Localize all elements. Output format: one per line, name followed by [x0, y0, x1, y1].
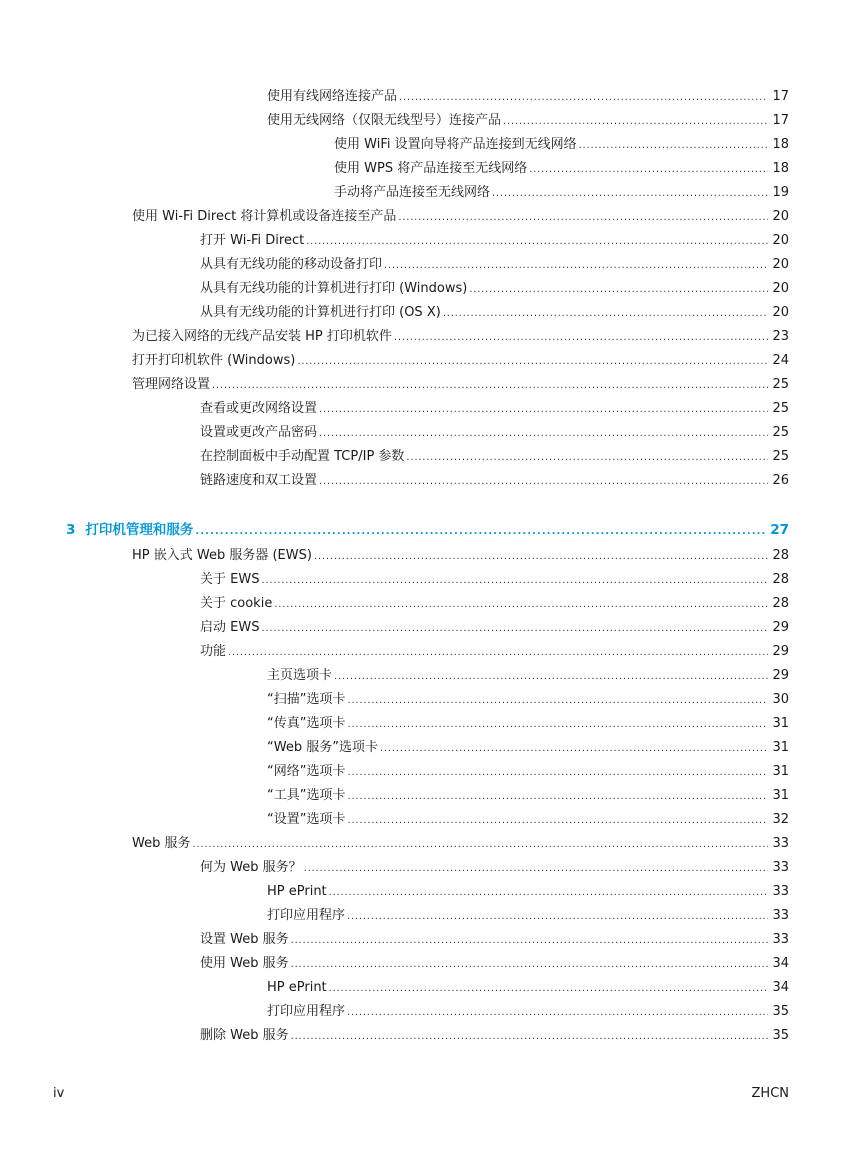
dot-leader	[503, 112, 768, 132]
dot-leader	[228, 643, 768, 663]
toc-entry-page: 33	[772, 836, 789, 851]
toc-entry-title: 主页选项卡	[267, 668, 333, 683]
dot-leader	[384, 256, 768, 276]
toc-entry-title: 从具有无线功能的移动设备打印	[200, 257, 383, 272]
dot-leader	[406, 448, 768, 468]
toc-entry[interactable]	[200, 1026, 789, 1046]
toc-entry-page: 31	[772, 716, 789, 731]
toc-entry-title: HP ePrint	[267, 884, 327, 899]
toc-entry-page: 23	[772, 329, 789, 344]
dot-leader	[469, 280, 768, 300]
dot-leader	[492, 184, 768, 204]
toc-entry-title: 使用 WiFi 设置向导将产品连接到无线网络	[334, 137, 577, 152]
toc-entry-page: 31	[772, 788, 789, 803]
toc-entry[interactable]	[334, 183, 789, 203]
toc-entry-title: 使用 Wi-Fi Direct 将计算机或设备连接至产品	[132, 209, 397, 224]
toc-entry[interactable]	[132, 834, 789, 854]
toc-entry[interactable]	[334, 135, 789, 155]
dot-leader	[347, 715, 768, 735]
toc-entry-title: 打开打印机软件 (Windows)	[132, 353, 296, 368]
toc-entry-page: 34	[772, 980, 789, 995]
toc-entry[interactable]	[132, 327, 789, 347]
toc-entry-page: 28	[772, 572, 789, 587]
toc-entry-page: 27	[770, 522, 789, 538]
dot-leader	[261, 571, 768, 591]
dot-leader	[347, 763, 768, 783]
dot-leader	[306, 232, 768, 252]
toc-entry[interactable]	[200, 618, 789, 638]
footer-locale-code: ZHCN	[751, 1086, 789, 1101]
toc-entry-page: 28	[772, 596, 789, 611]
toc-entry-title: 何为 Web 服务？	[200, 860, 302, 875]
toc-entry[interactable]	[200, 279, 789, 299]
toc-entry[interactable]	[267, 762, 789, 782]
dot-leader	[192, 835, 768, 855]
toc-entry[interactable]	[200, 642, 789, 662]
toc-entry-page: 25	[772, 449, 789, 464]
toc-entry[interactable]	[200, 447, 789, 467]
toc-entry-page: 34	[772, 956, 789, 971]
toc-entry-title: 功能	[200, 644, 227, 659]
toc-entry-page: 26	[772, 473, 789, 488]
toc-entry[interactable]	[200, 570, 789, 590]
toc-entry-title: HP ePrint	[267, 980, 327, 995]
dot-leader	[329, 979, 769, 999]
toc-entry-title: 设置 Web 服务	[200, 932, 289, 947]
toc-entry-title: 在控制面板中手动配置 TCP/IP 参数	[200, 449, 405, 464]
toc-entry[interactable]	[200, 255, 789, 275]
toc-entry-page: 30	[772, 692, 789, 707]
toc-entry[interactable]	[267, 666, 789, 686]
dot-leader	[529, 160, 768, 180]
toc-entry-page: 33	[772, 860, 789, 875]
toc-entry-page: 18	[772, 161, 789, 176]
dot-leader	[314, 547, 769, 567]
toc-entry[interactable]	[200, 930, 789, 950]
toc-entry[interactable]	[200, 423, 789, 443]
toc-entry[interactable]	[267, 690, 789, 710]
toc-entry-page: 31	[772, 740, 789, 755]
dot-leader	[347, 787, 768, 807]
dot-leader	[291, 1027, 769, 1047]
toc-entry-title: 从具有无线功能的计算机进行打印 (OS X)	[200, 305, 441, 320]
dot-leader	[212, 376, 768, 396]
toc-entry[interactable]	[267, 906, 789, 926]
toc-entry[interactable]	[200, 594, 789, 614]
toc-entry-title: 关于 EWS	[200, 572, 260, 587]
toc-entry[interactable]	[200, 471, 789, 491]
toc-entry-page: 18	[772, 137, 789, 152]
toc-entry-title: 使用有线网络连接产品	[267, 89, 398, 104]
toc-entry-title: 打开 Wi-Fi Direct	[200, 233, 305, 248]
dot-leader	[443, 304, 769, 324]
toc-entry[interactable]	[132, 546, 789, 566]
toc-entry-title: Web 服务	[132, 836, 191, 851]
toc-entry[interactable]	[200, 231, 789, 251]
toc-entry-page: 20	[772, 233, 789, 248]
dot-leader	[297, 352, 768, 372]
dot-leader	[261, 619, 768, 639]
toc-entry-title: “Web 服务”选项卡	[267, 740, 378, 755]
dot-leader	[347, 691, 768, 711]
dot-leader	[291, 931, 769, 951]
toc-entry-page: 17	[772, 113, 789, 128]
toc-entry-title: 删除 Web 服务	[200, 1028, 289, 1043]
toc-entry[interactable]	[267, 1002, 789, 1022]
toc-entry-page: 20	[772, 305, 789, 320]
dot-leader	[274, 595, 768, 615]
toc-entry-page: 29	[772, 620, 789, 635]
toc-entry-title: 手动将产品连接至无线网络	[334, 185, 491, 200]
toc-entry[interactable]	[267, 786, 789, 806]
toc-entry-page: 25	[772, 425, 789, 440]
toc-entry-page: 29	[772, 668, 789, 683]
dot-leader	[347, 1003, 768, 1023]
toc-entry[interactable]	[200, 399, 789, 419]
toc-entry[interactable]	[132, 375, 789, 395]
toc-entry-title: 使用无线网络（仅限无线型号）连接产品	[267, 113, 502, 128]
dot-leader	[380, 739, 769, 759]
toc-entry-page: 25	[772, 377, 789, 392]
toc-entry-title: “扫描”选项卡	[267, 692, 346, 707]
dot-leader	[291, 955, 769, 975]
toc-entry-title: “网络”选项卡	[267, 764, 346, 779]
toc-entry-title: 从具有无线功能的计算机进行打印 (Windows)	[200, 281, 468, 296]
toc-entry[interactable]	[267, 810, 789, 830]
toc-chapter-entry[interactable]	[66, 520, 789, 540]
dot-leader	[195, 522, 766, 542]
toc-entry-title: “设置”选项卡	[267, 812, 346, 827]
toc-entry[interactable]	[267, 882, 789, 902]
toc-entry-page: 31	[772, 764, 789, 779]
dot-leader	[347, 811, 768, 831]
toc-entry[interactable]	[267, 978, 789, 998]
toc-entry-page: 33	[772, 908, 789, 923]
dot-leader	[394, 328, 769, 348]
toc-entry-title: 启动 EWS	[200, 620, 260, 635]
toc-entry-page: 24	[772, 353, 789, 368]
toc-entry[interactable]	[200, 858, 789, 878]
toc-entry[interactable]	[267, 738, 789, 758]
toc-entry-page: 20	[772, 209, 789, 224]
toc-entry-page: 32	[772, 812, 789, 827]
toc-entry-title: 打印机管理和服务	[85, 522, 194, 538]
dot-leader	[334, 667, 768, 687]
dot-leader	[319, 472, 768, 492]
dot-leader	[347, 907, 768, 927]
dot-leader	[398, 208, 768, 228]
toc-entry-title: 链路速度和双工设置	[200, 473, 318, 488]
toc-entry-page: 35	[772, 1028, 789, 1043]
dot-leader	[304, 859, 769, 879]
toc-entry-title: “传真”选项卡	[267, 716, 346, 731]
toc-entry[interactable]	[132, 351, 789, 371]
toc-entry[interactable]	[200, 303, 789, 323]
chapter-number: 3	[66, 522, 76, 538]
toc-entry-page: 19	[772, 185, 789, 200]
toc-entry-page: 35	[772, 1004, 789, 1019]
toc-entry-title: 设置或更改产品密码	[200, 425, 318, 440]
dot-leader	[319, 400, 768, 420]
toc-entry-page: 20	[772, 257, 789, 272]
toc-entry-page: 28	[772, 548, 789, 563]
toc-entry[interactable]	[334, 159, 789, 179]
toc-entry[interactable]	[267, 111, 789, 131]
dot-leader	[399, 88, 768, 108]
toc-entry[interactable]	[267, 714, 789, 734]
toc-entry-page: 29	[772, 644, 789, 659]
toc-entry-title: 使用 Web 服务	[200, 956, 289, 971]
toc-entry-page: 25	[772, 401, 789, 416]
toc-entry[interactable]	[267, 87, 789, 107]
toc-entry-title: “工具”选项卡	[267, 788, 346, 803]
toc-entry-title: 管理网络设置	[132, 377, 211, 392]
dot-leader	[329, 883, 769, 903]
toc-entry-title: 使用 WPS 将产品连接至无线网络	[334, 161, 528, 176]
toc-entry-page: 33	[772, 884, 789, 899]
toc-entry-title: 打印应用程序	[267, 1004, 346, 1019]
toc-entry-title: 为已接入网络的无线产品安装 HP 打印机软件	[132, 329, 392, 344]
toc-entry-title: 查看或更改网络设置	[200, 401, 318, 416]
footer-page-number: iv	[53, 1086, 65, 1101]
toc-entry-title: HP 嵌入式 Web 服务器 (EWS)	[132, 548, 312, 563]
toc-entry-title: 关于 cookie	[200, 596, 273, 611]
toc-entry-page: 17	[772, 89, 789, 104]
toc-entry-page: 33	[772, 932, 789, 947]
toc-entry[interactable]	[132, 207, 789, 227]
toc-entry-page: 20	[772, 281, 789, 296]
toc-entry-title: 打印应用程序	[267, 908, 346, 923]
dot-leader	[319, 424, 768, 444]
toc-entry[interactable]	[200, 954, 789, 974]
dot-leader	[579, 136, 769, 156]
